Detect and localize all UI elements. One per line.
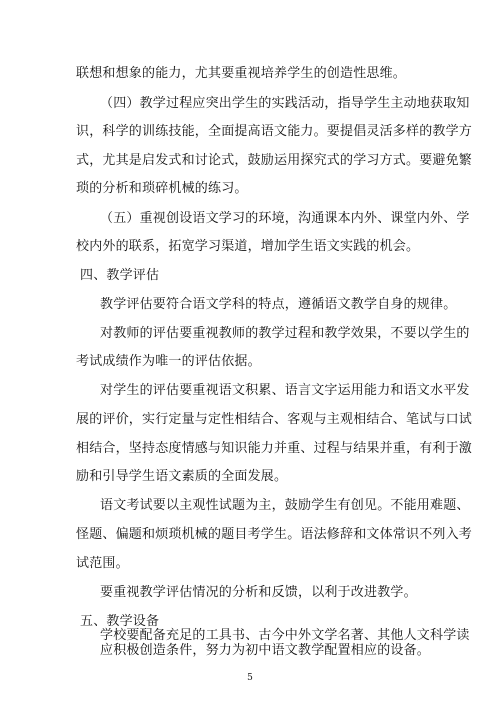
text-line: 式，尤其是启发式和讨论式，鼓励运用探究式的学习方式。要避免繁 xyxy=(76,153,473,168)
text-line: 语文考试要以主观性试题为主，鼓励学生有创见。不能用难题、 xyxy=(100,498,470,513)
text-line: 励和引导学生语文素质的全面发展。 xyxy=(76,469,288,484)
text-line: 应积极创造条件，努力为初中语文教学配置相应的设备。 xyxy=(100,643,431,658)
text-line: 怪题、偏题和烦琐机械的题目考学生。语法修辞和文体常识不列入考 xyxy=(76,527,473,542)
text-line: 试范围。 xyxy=(76,556,129,571)
text-line: 琐的分析和琐碎机械的练习。 xyxy=(76,181,248,196)
section-heading: 四、教学评估 xyxy=(80,268,160,283)
text-line: 联想和想象的能力，尤其要重视培养学生的创造性思维。 xyxy=(76,66,407,81)
text-line: 学校要配备充足的工具书、古今中外文学名著、其他人文科学读 xyxy=(100,628,470,643)
text-line: 教学评估要符合语文学科的特点，遵循语文教学自身的规律。 xyxy=(100,297,457,312)
text-line: 对学生的评估要重视语文积累、语言文字运用能力和语文水平发 xyxy=(100,383,470,398)
text-line: 要重视教学评估情况的分析和反馈，以利于改进教学。 xyxy=(100,585,417,600)
text-line: 考试成绩作为唯一的评估依据。 xyxy=(76,354,261,369)
text-line: 相结合，坚持态度情感与知识能力并重、过程与结果并重，有利于激 xyxy=(76,441,473,456)
text-line: （四）教学过程应突出学生的实践活动，指导学生主动地获取知 xyxy=(100,96,470,111)
text-line: 校内外的联系，拓宽学习渠道，增加学生语文实践的机会。 xyxy=(76,239,420,254)
text-line: 识，科学的训练技能，全面提高语文能力。要提倡灵活多样的教学方 xyxy=(76,124,473,139)
text-line: （五）重视创设语文学习的环境，沟通课本内外、课堂内外、学 xyxy=(100,211,470,226)
text-line: 展的评价，实行定量与定性相结合、客观与主观相结合、笔试与口试 xyxy=(76,412,473,427)
page-number: 5 xyxy=(247,673,253,683)
text-line: 对教师的评估要重视教师的教学过程和教学效果，不要以学生的 xyxy=(100,326,470,341)
section-heading: 五、教学设备 xyxy=(80,614,160,629)
